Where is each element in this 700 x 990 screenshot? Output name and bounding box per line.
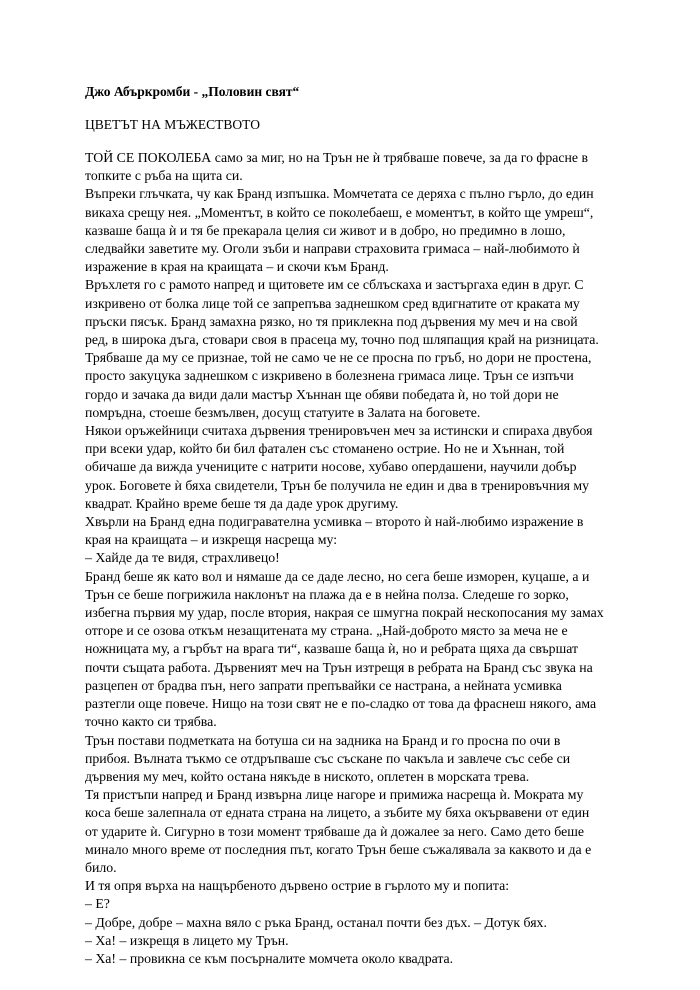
paragraph [85, 276, 621, 422]
text-line: Някои оръжейници считаха дървения тренировъчен меч за истински и спираха двубоя [85, 423, 593, 439]
text-line: Въпреки глъчката, чу как Бранд изпъшка. Момчетата се деряха с пълно гърло, до един [85, 186, 594, 202]
text-line: избегна първия му удар, после втория, накрая се шмугна покрай нескопосания му замах [85, 605, 604, 621]
paragraph [85, 422, 621, 513]
text-line: обичаше да вижда учениците с натрити носове, хубаво опердашени, научили добър [85, 459, 577, 475]
chapter-body [85, 149, 621, 968]
text-line: – Е? [85, 896, 110, 912]
text-line: отгоре и се озова откъм незащитената му страна. „Най-доброто място за меча не е [85, 623, 568, 639]
text-line: Връхлетя го с рамото напред и щитовете им се сблъскаха и застъргаха един в друг. С [85, 277, 584, 293]
text-line: дървения му меч, който остана някъде в ниското, оплетен в морската трева. [85, 768, 530, 784]
text-line: почти същата работа. Дървеният меч на Трън изтрещя в ребрата на Бранд със звука на [85, 659, 593, 675]
text-line: Трън се беше погрижила наклонът на плажа да е в нейна полза. Следеше го зорко, [85, 586, 569, 602]
text-line: – Добре, добре – махна вяло с ръка Бранд, останал почти без дъх. – Дотук бях. [85, 914, 547, 930]
paragraph [85, 950, 621, 968]
text-line: – Ха! – провикна се към посърналите момчета около квадрата. [85, 950, 454, 966]
paragraph [85, 732, 621, 787]
paragraph [85, 786, 621, 877]
text-line: пръски пясък. Бранд замахна рязко, но тя приклекна под дървения му меч и на свой [85, 313, 578, 329]
text-line: коса беше залепнала от едната страна на лицето, а зъбите му бяха окървавени от един [85, 805, 590, 821]
text-line: викаха срещу нея. „Моментът, в който се поколебаеш, е моментът, в който ще умреш“, [85, 204, 594, 220]
text-line: ножницата му, а гърбът на врага ти“, казваше баща ѝ, но и ребрата щяха да свършат [85, 641, 579, 657]
paragraph [85, 877, 621, 895]
text-line: било. [85, 859, 117, 875]
text-line: ТОЙ СЕ ПОКОЛЕБА само за миг, но на Трън не ѝ трябваше повече, за да го фрасне в [85, 150, 588, 165]
text-line: разтегли още повече. Нищо на този свят не е по-сладко от това да фраснеш някого, ама [85, 696, 597, 712]
paragraph [85, 149, 621, 185]
text-line: Трябваше да му се признае, той не само че не се просна по гръб, но дори не простена, [85, 350, 592, 366]
chapter-title: ЦВЕТЪТ НА МЪЖЕСТВОТО [85, 117, 260, 132]
text-line: казваше баща ѝ и тя бе прекарала целия си живот и в добро, но предимно в лошо, [85, 222, 566, 238]
text-line: разцепен от брадва пън, него запрати препъвайки се настрана, а нейната усмивка [85, 677, 562, 693]
paragraph [85, 513, 621, 549]
text-line: Хвърли на Бранд една подигравателна усмивка – второто ѝ най-любимо изражение в [85, 514, 584, 530]
text-line: при всеки удар, който би бил фатален със стоманено острие. Но не и Хъннан, той [85, 441, 565, 457]
text-line: края на краищата – и изкрещя насреща му: [85, 532, 338, 548]
paragraph [85, 914, 621, 932]
paragraph [85, 185, 621, 276]
text-line: точно както си трябва. [85, 714, 217, 730]
text-line: Трън постави подметката на ботуша си на задника на Бранд и го просна по очи в [85, 732, 561, 748]
text-line: квадрат. Крайно време беше тя да даде урок другиму. [85, 495, 399, 511]
text-line: от ударите ѝ. Сигурно в този момент трябваше да ѝ дожалее за него. Само дето беше [85, 823, 584, 839]
text-line: – Хайде да те видя, страхливецо! [85, 550, 280, 566]
paragraph [85, 895, 621, 913]
text-line: Бранд беше як като вол и нямаше да се даде лесно, но сега беше изморен, куцаше, а и [85, 568, 590, 584]
text-line: минало много време от последния път, когато Трън беше съжалявала за каквото и да е [85, 841, 592, 857]
paragraph [85, 932, 621, 950]
text-line: топките с ръба на щита си. [85, 168, 243, 184]
text-line: гордо и зачака да види дали мастър Хъннан ще обяви победата ѝ, но той дори не [85, 386, 559, 402]
paragraph [85, 568, 621, 732]
text-line: изражение в края на краищата – и скочи към Бранд. [85, 259, 389, 275]
text-line: И тя опря върха на нащърбеното дървено острие в гърлото му и попита: [85, 878, 510, 894]
text-line: изкривено от болка лице той се запрепъва заднешком сред вдигнатите от краката му [85, 295, 580, 311]
text-line: – Ха! – изкрещя в лицето му Трън. [85, 932, 289, 948]
text-line: урок. Боговете ѝ бяха свидетели, Трън бе получила не един и два в тренировъчния му [85, 477, 590, 493]
book-title: Джо Абъркромби - „Половин свят“ [85, 84, 300, 99]
text-line: ред, в широка дъга, стовари своя в прасеца му, точно под шляпащия край на ризницата. [85, 332, 599, 348]
text-line: прибоя. Вълната тъкмо се отдръпваше със съскане по чакъла и завлече със себе си [85, 750, 571, 766]
text-line: следвайки заветите му. Оголи зъби и направи страховита гримаса – най-любимото ѝ [85, 241, 580, 257]
text-line: просто закуцука заднешком с изкривено в болезнена гримаса лице. Трън се изпъчи [85, 368, 574, 384]
paragraph [85, 549, 621, 567]
text-line: помръдна, стоеше безмълвен, досущ статуите в Залата на боговете. [85, 404, 481, 420]
text-line: Тя пристъпи напред и Бранд извърна лице нагоре и примижа насреща ѝ. Мократа му [85, 787, 584, 803]
